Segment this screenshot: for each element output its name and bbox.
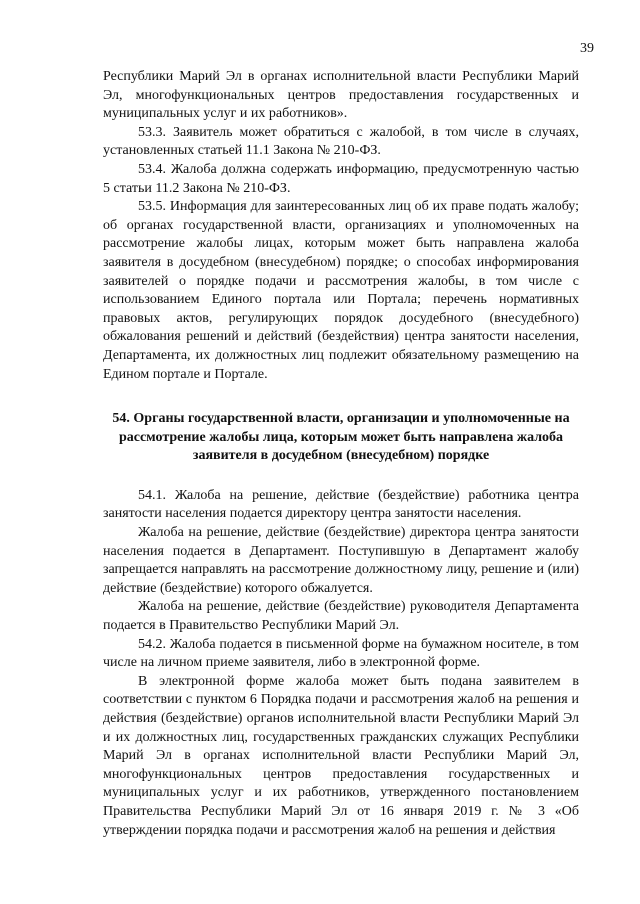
paragraph-53-5: 53.5. Информация для заинтересованных лиц об их праве подать жалобу; об органах государственной власти, организациях и уполномоченных на рассмотрение жалобы лицах, которым может быть направлена жалоба заявителя в досудебном (внесудебном) порядке; о способах информирования заявителей о порядке подачи и рассмотрения жалобы, в том числе с использованием Единого портала или Портала; перечень нормативных правовых актов, регулирующих порядок досудебного (внесудебного) обжалования решений и действий (бездействия) центра занятости населения, Департамента, их должностных лиц подлежит обязательному размещению на Едином портале и Портале.	[103, 199, 579, 382]
document-body	[103, 68, 579, 840]
paragraph-continuation: Республики Марий Эл в органах исполнительной власти Республики Марий Эл, многофункциональных центров предоставления государственных и муниципальных услуг и их работников».	[103, 69, 579, 122]
paragraph-54-1: 54.1. Жалоба на решение, действие (бездействие) работника центра занятости населения подается директору центра занятости населения.	[103, 487, 579, 522]
paragraph-54-2-electronic: В электронной форме жалоба может быть подана заявителем в соответствии с пунктом 6 Порядка подачи и рассмотрения жалоб на решения и действия (бездействие) органов исполнительной власти Республики Марий Эл и их должностных лиц, государственных гражданских служащих Республики Марий Эл в органах исполнительной власти Республики Марий Эл, многофункциональных центров предоставления государственных и муниципальных услуг и их работников, утвержденного постановлением Правительства Республики Марий Эл от 16 января 2019 г. № 3 «Об утверждении порядка подачи и рассмотрения жалоб на решения и действия	[103, 673, 579, 838]
paragraph-53-3: 53.3. Заявитель может обратиться с жалобой, в том числе в случаях, установленных статьей 11.1 Закона № 210-ФЗ.	[103, 124, 579, 159]
paragraph-54-2: 54.2. Жалоба подается в письменной форме на бумажном носителе, в том числе на личном приеме заявителя, либо в электронной форме.	[103, 636, 579, 671]
paragraph-53-4: 53.4. Жалоба должна содержать информацию, предусмотренную частью 5 статьи 11.2 Закона № 210-ФЗ.	[103, 161, 579, 196]
page-number: 39	[580, 41, 594, 56]
paragraph-54-1-director: Жалоба на решение, действие (бездействие) директора центра занятости населения подается в Департамент. Поступившую в Департамент жалобу запрещается направлять на рассмотрение должностному лицу, решение и (или) действие (бездействие) которого обжалуется.	[103, 525, 579, 596]
paragraph-54-1-head: Жалоба на решение, действие (бездействие) руководителя Департамента подается в Правительство Республики Марий Эл.	[103, 599, 579, 634]
section-heading-54: 54. Органы государственной власти, организации и уполномоченные на рассмотрение жалобы лица, которым может быть направлена жалоба заявителя в досудебном (внесудебном) порядке	[112, 411, 570, 464]
